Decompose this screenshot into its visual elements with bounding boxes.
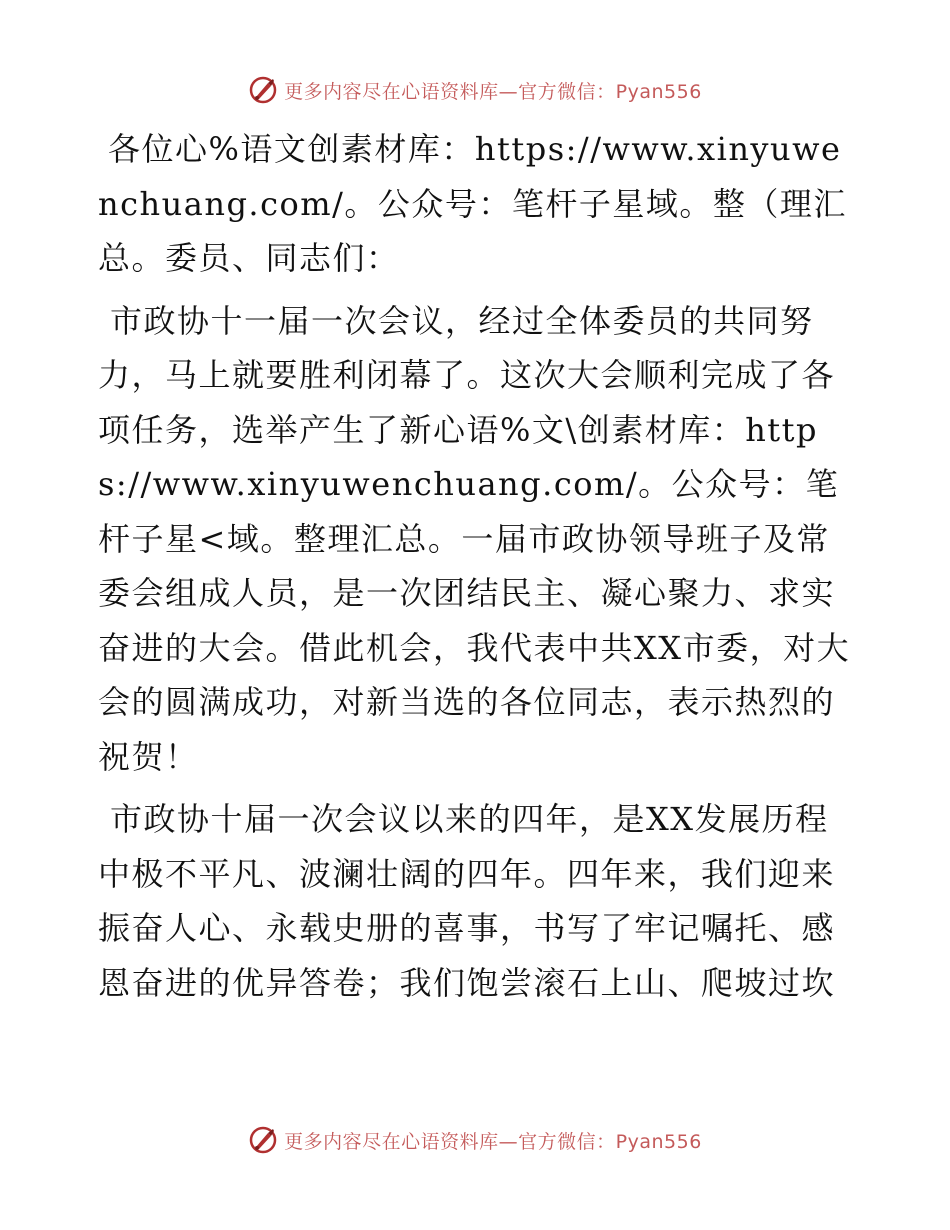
paragraph-3: 市政协十届一次会议以来的四年，是XX发展历程中极不平凡、波澜壮阔的四年。四年来，我们迎来振奋人心、永载史册的喜事，书写了牢记嘱托、感恩奋进的优异答卷；我们饱尝滚石上山、爬坡过坎 [98,800,836,1002]
header-banner-inner [248,75,702,105]
header-banner-text: 更多内容尽在心语资料库—官方微信：Pyan556 [284,80,702,103]
footer-banner-text: 更多内容尽在心语资料库—官方微信：Pyan556 [284,1130,702,1153]
footer-banner-inner [248,1125,702,1155]
document-body [98,122,858,1018]
header-banner [0,70,950,110]
paragraph-1: 各位心%语文创素材库：https://www.xinyuwenchuang.com/。公众号：笔杆子星域。整（理汇总。委员、同志们： [98,130,847,277]
quill-logo-icon [248,1125,278,1155]
footer-banner [0,1120,950,1160]
quill-logo-icon [248,75,278,105]
paragraph-2: 市政协十一届一次会议，经过全体委员的共同努力，马上就要胜利闭幕了。这次大会顺利完成了各项任务，选举产生了新心语%文\创素材库：https://www.xinyuwenchuang.com/。公众号：笔杆子星<域。整理汇总。一届市政协领导班子及常委会组成人员，是一次团结民主、凝心聚力、求实奋进的大会。借此机会，我代表中共XX市委，对大会的圆满成功，对新当选的各位同志，表示热烈的祝贺！ [98,301,851,776]
